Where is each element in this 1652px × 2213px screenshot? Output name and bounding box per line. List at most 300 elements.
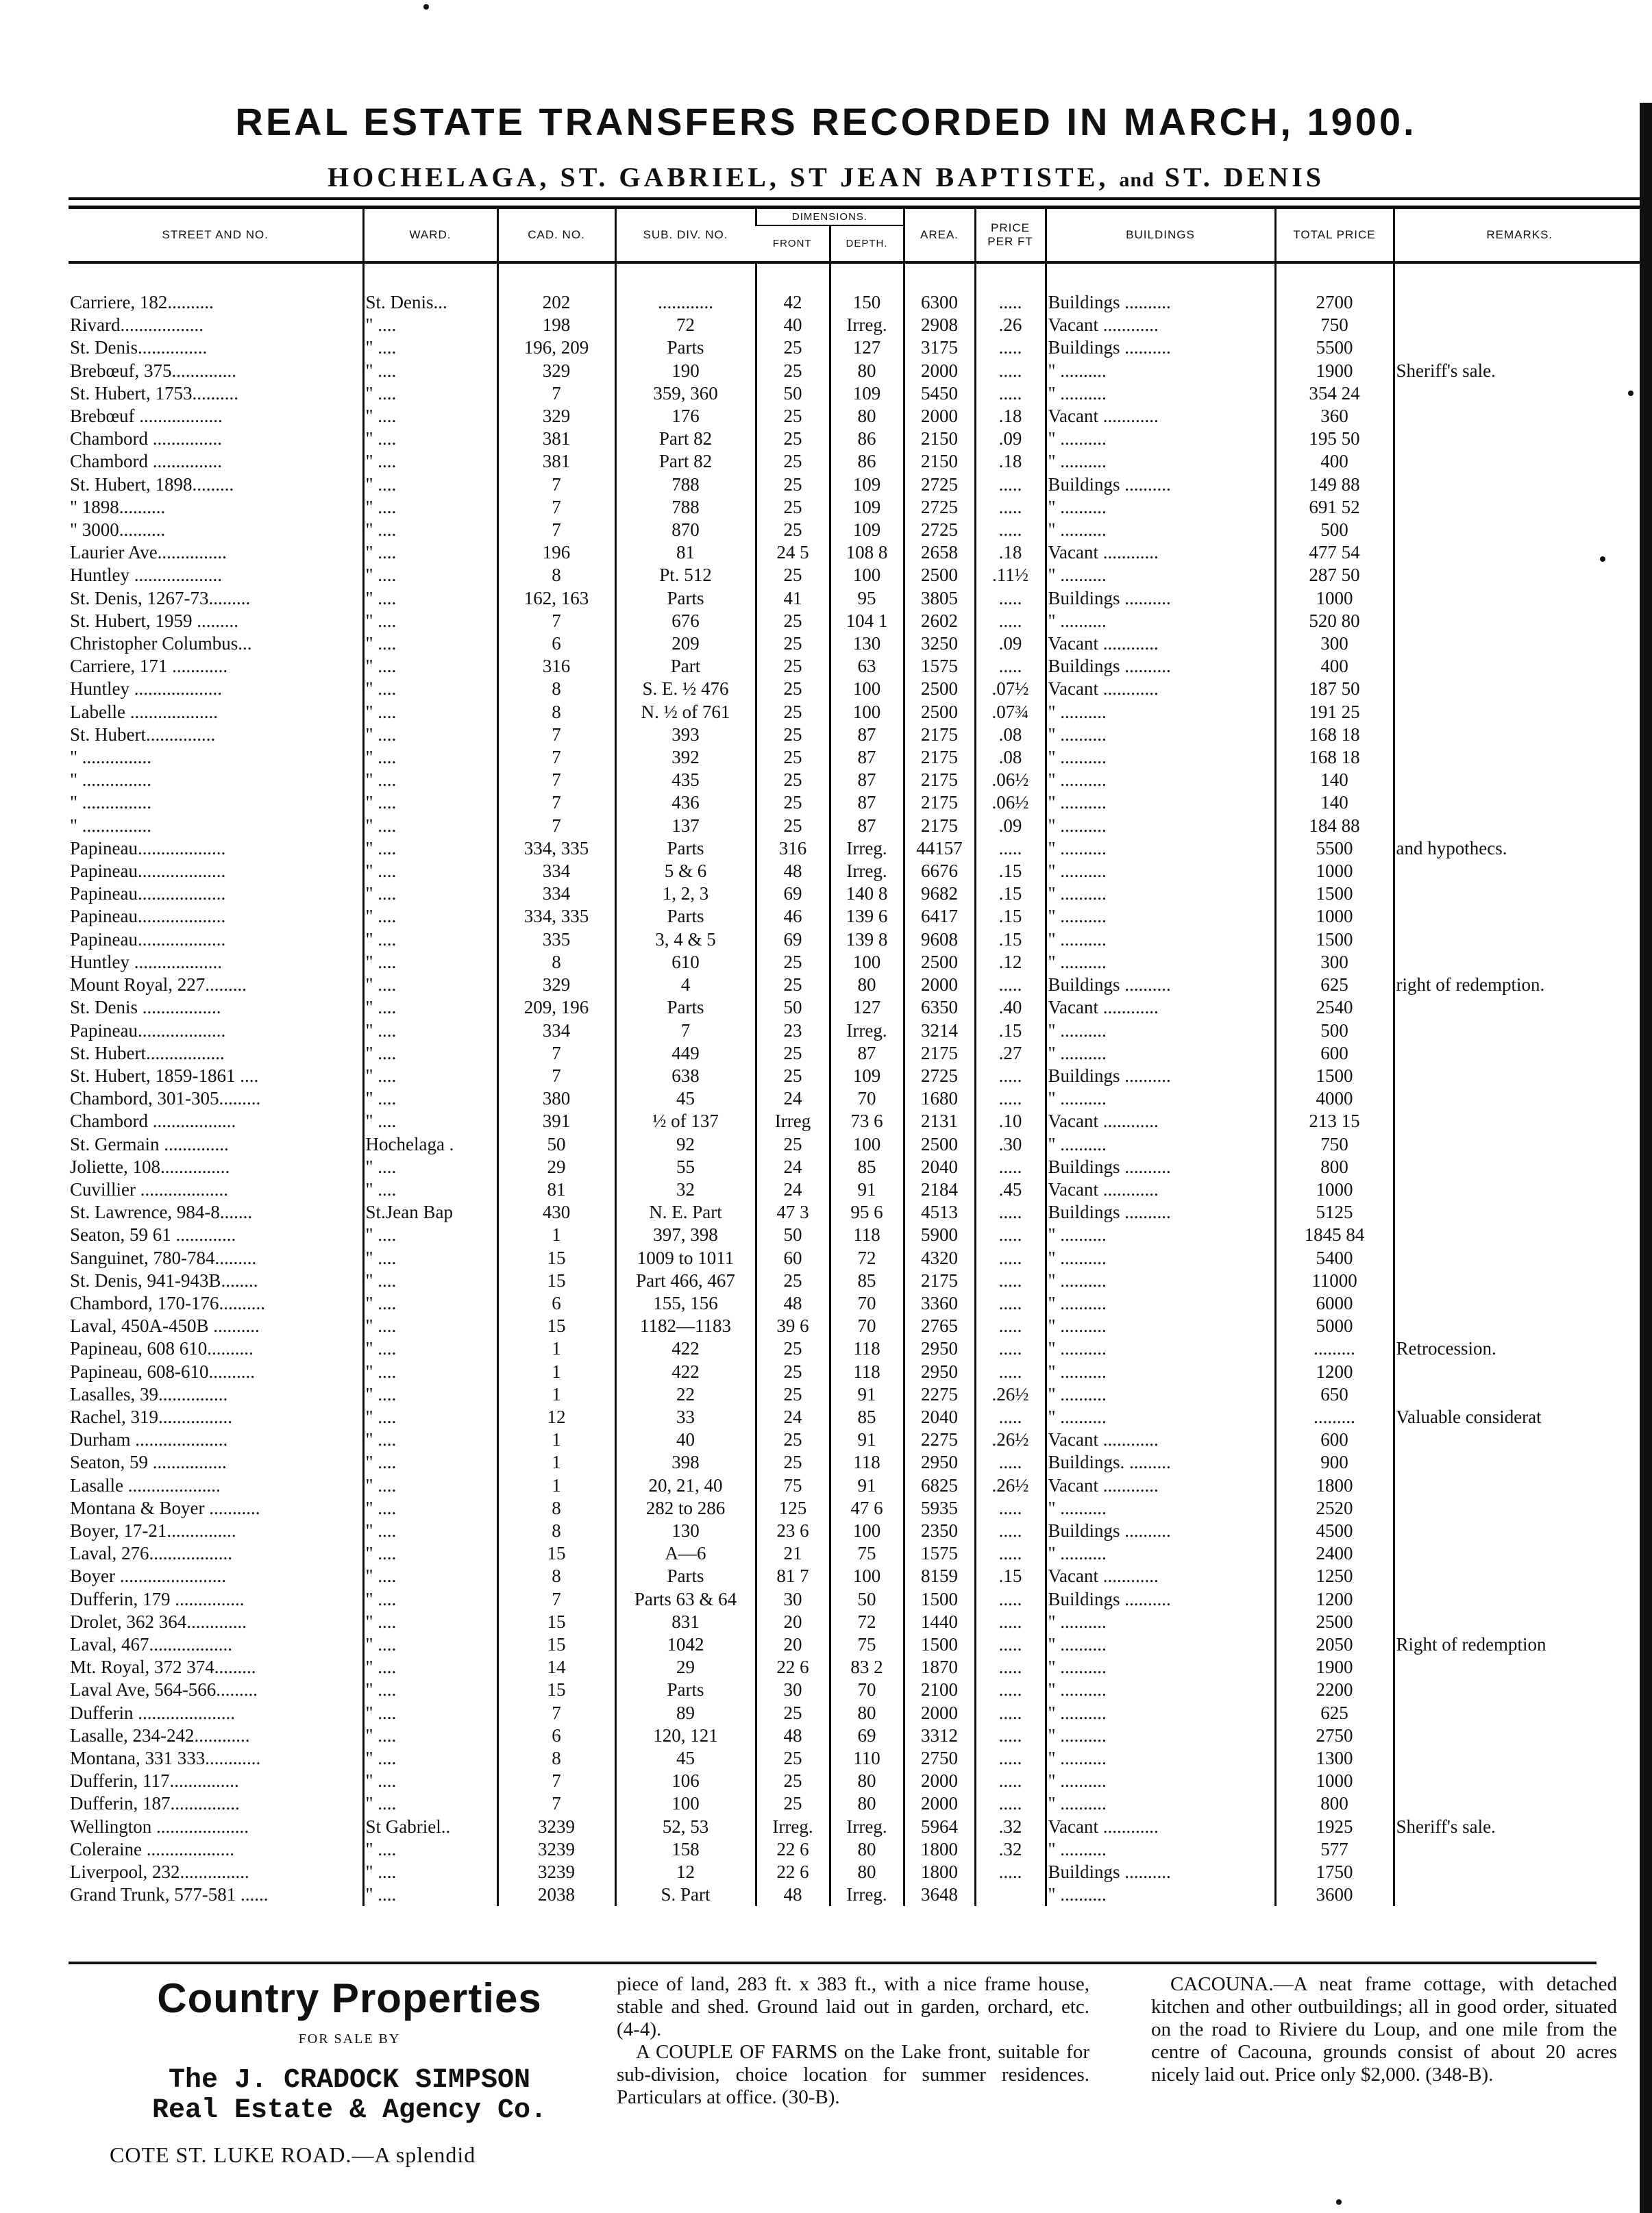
cell-price-per-ft: .15 bbox=[975, 1565, 1046, 1587]
cell-cad-no: 7 bbox=[497, 724, 615, 746]
cell-remarks bbox=[1394, 1542, 1644, 1565]
cell-street: Boyer, 17-21............... bbox=[70, 1520, 236, 1541]
cell-area: 2725 bbox=[904, 519, 975, 541]
cell-street: St. Denis............... bbox=[70, 337, 208, 358]
cell-depth: 85 bbox=[830, 1270, 904, 1292]
cell-cad-no: 7 bbox=[497, 746, 615, 769]
cell-street: Wellington .................... bbox=[70, 1816, 249, 1837]
cell-cad-no: 2038 bbox=[497, 1883, 615, 1906]
cell-price-per-ft: ..... bbox=[975, 1270, 1046, 1292]
cell-sub-div: 33 bbox=[615, 1406, 756, 1429]
country-properties-title: Country Properties bbox=[157, 1975, 542, 2021]
cell-cad-no: 7 bbox=[497, 1042, 615, 1065]
cell-sub-div: 45 bbox=[615, 1087, 756, 1110]
cell-remarks bbox=[1394, 1429, 1644, 1451]
cell-sub-div: 158 bbox=[615, 1838, 756, 1861]
listings-column-3 bbox=[1151, 1973, 1617, 2086]
cell-front: 25 bbox=[756, 1702, 830, 1724]
cell-depth: 85 bbox=[830, 1406, 904, 1429]
cell-cad-no: 8 bbox=[497, 1497, 615, 1520]
cell-cad-no: 7 bbox=[497, 496, 615, 519]
cell-ward: St.Jean Bap bbox=[363, 1201, 497, 1224]
cell-buildings: " .......... bbox=[1046, 1383, 1275, 1406]
cell-sub-div: 397, 398 bbox=[615, 1224, 756, 1246]
cell-total-price: 520 80 bbox=[1275, 610, 1394, 632]
cell-cad-no: 162, 163 bbox=[497, 587, 615, 610]
cell-street: St. Denis ................. bbox=[70, 997, 221, 1018]
cell-front: 48 bbox=[756, 1292, 830, 1315]
cell-sub-div: 40 bbox=[615, 1429, 756, 1451]
cell-street: Papineau................... bbox=[70, 928, 226, 950]
cell-ward: " .... bbox=[363, 1383, 497, 1406]
cell-ward: " .... bbox=[363, 610, 497, 632]
footer-rule bbox=[69, 1962, 1596, 1964]
cell-depth: Irreg. bbox=[830, 1816, 904, 1838]
cell-area: 5450 bbox=[904, 382, 975, 405]
table-row bbox=[69, 1724, 1644, 1747]
cell-area: 6350 bbox=[904, 996, 975, 1019]
cell-ward: " .... bbox=[363, 837, 497, 860]
cell-remarks: Valuable considerat bbox=[1394, 1406, 1644, 1429]
cell-street: " ............... bbox=[70, 792, 152, 813]
cell-cad-no: 381 bbox=[497, 450, 615, 473]
transfers-table bbox=[69, 206, 1644, 1906]
cell-street: Papineau................... bbox=[70, 861, 226, 882]
cell-street: Huntley ................... bbox=[70, 678, 222, 700]
cell-depth: 87 bbox=[830, 791, 904, 814]
cell-ward: " .... bbox=[363, 336, 497, 359]
cell-ward: " .... bbox=[363, 1520, 497, 1542]
cell-remarks bbox=[1394, 564, 1644, 586]
cell-price-per-ft: ..... bbox=[975, 336, 1046, 359]
cell-cad-no: 329 bbox=[497, 360, 615, 382]
cell-remarks bbox=[1394, 746, 1644, 769]
cell-total-price: 2520 bbox=[1275, 1497, 1394, 1520]
table-row bbox=[69, 1406, 1644, 1429]
cell-cad-no: 6 bbox=[497, 632, 615, 655]
cell-sub-div: 176 bbox=[615, 405, 756, 428]
cell-buildings: " .......... bbox=[1046, 882, 1275, 905]
table-row bbox=[69, 450, 1644, 473]
cell-ward: " .... bbox=[363, 1019, 497, 1042]
cell-buildings: " .......... bbox=[1046, 701, 1275, 724]
cell-front: 22 6 bbox=[756, 1838, 830, 1861]
cell-street: Coleraine ................... bbox=[70, 1838, 234, 1859]
cell-total-price: 5125 bbox=[1275, 1201, 1394, 1224]
cell-total-price: 184 88 bbox=[1275, 815, 1394, 837]
cell-sub-div: 72 bbox=[615, 314, 756, 336]
table-row bbox=[69, 587, 1644, 610]
cell-depth: 87 bbox=[830, 746, 904, 769]
cell-area: 2150 bbox=[904, 428, 975, 450]
cell-sub-div: 22 bbox=[615, 1383, 756, 1406]
table-row bbox=[69, 1292, 1644, 1315]
cell-depth: 73 6 bbox=[830, 1110, 904, 1133]
cell-sub-div: 1, 2, 3 bbox=[615, 882, 756, 905]
cell-ward: " .... bbox=[363, 1702, 497, 1724]
cell-ward: " .... bbox=[363, 405, 497, 428]
cell-area: 1575 bbox=[904, 1542, 975, 1565]
cell-cad-no: 381 bbox=[497, 428, 615, 450]
cell-street: Liverpool, 232............... bbox=[70, 1862, 249, 1883]
cell-remarks bbox=[1394, 860, 1644, 882]
cell-remarks bbox=[1394, 336, 1644, 359]
cell-total-price: 1900 bbox=[1275, 360, 1394, 382]
cell-area: 44157 bbox=[904, 837, 975, 860]
cell-area: 2602 bbox=[904, 610, 975, 632]
table-row bbox=[69, 1883, 1644, 1906]
table-row bbox=[69, 1065, 1644, 1087]
table-row bbox=[69, 1224, 1644, 1246]
cell-front: 25 bbox=[756, 1792, 830, 1815]
cell-buildings: " .......... bbox=[1046, 1406, 1275, 1429]
table-row bbox=[69, 678, 1644, 700]
cell-area: 2100 bbox=[904, 1679, 975, 1701]
cell-depth: 80 bbox=[830, 1770, 904, 1792]
cell-cad-no: 3239 bbox=[497, 1838, 615, 1861]
cell-buildings: " .......... bbox=[1046, 1702, 1275, 1724]
cell-area: 1870 bbox=[904, 1656, 975, 1679]
table-row bbox=[69, 1611, 1644, 1633]
cell-cad-no: 198 bbox=[497, 314, 615, 336]
cell-ward: " .... bbox=[363, 860, 497, 882]
table-row bbox=[69, 1270, 1644, 1292]
cell-street: St. Hubert, 1898......... bbox=[70, 473, 234, 495]
cell-area: 2908 bbox=[904, 314, 975, 336]
cell-total-price: 600 bbox=[1275, 1042, 1394, 1065]
cell-street: Brebœuf .................. bbox=[70, 406, 223, 427]
cell-buildings: " .......... bbox=[1046, 1883, 1275, 1906]
cell-price-per-ft: .10 bbox=[975, 1110, 1046, 1133]
cell-ward: Hochelaga . bbox=[363, 1133, 497, 1156]
cell-remarks bbox=[1394, 1087, 1644, 1110]
cell-cad-no: 1 bbox=[497, 1383, 615, 1406]
cell-buildings: Vacant ............ bbox=[1046, 1816, 1275, 1838]
cell-depth: 80 bbox=[830, 1792, 904, 1815]
cell-total-price: 300 bbox=[1275, 951, 1394, 974]
cell-ward: " .... bbox=[363, 1429, 497, 1451]
cell-buildings: " .......... bbox=[1046, 791, 1275, 814]
cell-sub-div: 120, 121 bbox=[615, 1724, 756, 1747]
cell-street: Chambord .................. bbox=[70, 1111, 236, 1132]
cell-ward: " .... bbox=[363, 724, 497, 746]
table-row bbox=[69, 1429, 1644, 1451]
cell-front: 25 bbox=[756, 1337, 830, 1360]
table-row bbox=[69, 1497, 1644, 1520]
cell-area: 6825 bbox=[904, 1474, 975, 1497]
cell-remarks bbox=[1394, 1838, 1644, 1861]
spacer-row bbox=[69, 262, 1644, 291]
cell-depth: 80 bbox=[830, 974, 904, 996]
cell-price-per-ft: ..... bbox=[975, 1747, 1046, 1770]
cell-ward: " .... bbox=[363, 996, 497, 1019]
cell-area: 1575 bbox=[904, 655, 975, 678]
header-total: TOTAL PRICE bbox=[1275, 208, 1394, 263]
subtitle-last-ward: ST. DENIS bbox=[1164, 162, 1325, 193]
cell-buildings: Buildings .......... bbox=[1046, 587, 1275, 610]
cell-sub-div: 436 bbox=[615, 791, 756, 814]
cell-street: Joliette, 108............... bbox=[70, 1156, 230, 1177]
cell-sub-div: Parts bbox=[615, 1565, 756, 1587]
cell-street: " 3000.......... bbox=[70, 519, 166, 541]
cell-cad-no: 8 bbox=[497, 1520, 615, 1542]
cell-price-per-ft: .26½ bbox=[975, 1383, 1046, 1406]
cell-front: 25 bbox=[756, 769, 830, 791]
cell-buildings: Buildings .......... bbox=[1046, 974, 1275, 996]
cell-remarks bbox=[1394, 450, 1644, 473]
ink-speck bbox=[1336, 2199, 1342, 2205]
cell-cad-no: 50 bbox=[497, 1133, 615, 1156]
cell-front: 21 bbox=[756, 1542, 830, 1565]
table-row bbox=[69, 541, 1644, 564]
cell-street: Laurier Ave............... bbox=[70, 542, 227, 563]
cell-buildings: " .......... bbox=[1046, 519, 1275, 541]
cell-buildings: Vacant ............ bbox=[1046, 314, 1275, 336]
cell-buildings: Vacant ............ bbox=[1046, 1110, 1275, 1133]
cell-street: Chambord, 301-305......... bbox=[70, 1088, 261, 1109]
cell-remarks bbox=[1394, 928, 1644, 951]
cell-front: 125 bbox=[756, 1497, 830, 1520]
cell-buildings: Buildings .......... bbox=[1046, 1588, 1275, 1611]
cell-street: Huntley ................... bbox=[70, 565, 222, 586]
table-row bbox=[69, 1861, 1644, 1883]
header-street: STREET AND NO. bbox=[69, 208, 363, 263]
cell-buildings: " .......... bbox=[1046, 1315, 1275, 1337]
cell-price-per-ft: ..... bbox=[975, 382, 1046, 405]
cell-front: 40 bbox=[756, 314, 830, 336]
cell-total-price: 500 bbox=[1275, 519, 1394, 541]
cell-price-per-ft: .06½ bbox=[975, 769, 1046, 791]
cell-area: 9608 bbox=[904, 928, 975, 951]
cell-street: Dufferin ..................... bbox=[70, 1702, 235, 1723]
header-price: PRICE PER FT bbox=[975, 208, 1046, 263]
cell-depth: 130 bbox=[830, 632, 904, 655]
cell-price-per-ft: ..... bbox=[975, 1247, 1046, 1270]
cell-depth: 86 bbox=[830, 450, 904, 473]
cell-cad-no: 15 bbox=[497, 1679, 615, 1701]
header-sub: SUB. DIV. NO. bbox=[615, 208, 756, 263]
cell-depth: 127 bbox=[830, 996, 904, 1019]
cell-remarks bbox=[1394, 1178, 1644, 1201]
cell-front: 25 bbox=[756, 473, 830, 496]
cell-cad-no: 1 bbox=[497, 1451, 615, 1474]
cell-street: Laval Ave, 564-566......... bbox=[70, 1679, 258, 1701]
cell-total-price: 800 bbox=[1275, 1156, 1394, 1178]
cell-area: 2500 bbox=[904, 1133, 975, 1156]
cell-cad-no: 8 bbox=[497, 564, 615, 586]
cell-area: 2725 bbox=[904, 496, 975, 519]
cell-buildings: " .......... bbox=[1046, 1679, 1275, 1701]
cell-buildings: " .......... bbox=[1046, 815, 1275, 837]
cell-sub-div: 3, 4 & 5 bbox=[615, 928, 756, 951]
cell-total-price: 625 bbox=[1275, 1702, 1394, 1724]
table-row bbox=[69, 291, 1644, 314]
table-row bbox=[69, 974, 1644, 996]
cell-sub-div: 137 bbox=[615, 815, 756, 837]
header-row bbox=[69, 208, 1644, 225]
cell-buildings: " .......... bbox=[1046, 1270, 1275, 1292]
cell-price-per-ft: .32 bbox=[975, 1838, 1046, 1861]
agency-name-line2: Real Estate & Agency Co. bbox=[151, 2095, 547, 2126]
table-row bbox=[69, 1110, 1644, 1133]
cell-depth: 87 bbox=[830, 1042, 904, 1065]
cell-remarks bbox=[1394, 405, 1644, 428]
cell-remarks: Right of redemption bbox=[1394, 1633, 1644, 1656]
cell-ward: " .... bbox=[363, 473, 497, 496]
cell-depth: 70 bbox=[830, 1315, 904, 1337]
cell-street: Laval, 450A-450B .......... bbox=[70, 1315, 260, 1337]
cell-front: 69 bbox=[756, 882, 830, 905]
cell-remarks bbox=[1394, 1315, 1644, 1337]
cell-depth: 80 bbox=[830, 1861, 904, 1883]
cell-depth: 87 bbox=[830, 769, 904, 791]
table-row bbox=[69, 928, 1644, 951]
table-row bbox=[69, 1702, 1644, 1724]
cell-ward: " .... bbox=[363, 1406, 497, 1429]
cell-cad-no: 15 bbox=[497, 1315, 615, 1337]
cell-remarks bbox=[1394, 632, 1644, 655]
cell-total-price: 1000 bbox=[1275, 905, 1394, 928]
cell-area: 2040 bbox=[904, 1156, 975, 1178]
cell-street: Durham .................... bbox=[70, 1429, 228, 1450]
cell-depth: Irreg. bbox=[830, 837, 904, 860]
cell-price-per-ft: ..... bbox=[975, 837, 1046, 860]
cell-area: 2000 bbox=[904, 974, 975, 996]
cell-sub-div: 32 bbox=[615, 1178, 756, 1201]
cell-sub-div: Parts bbox=[615, 587, 756, 610]
cell-front: 25 bbox=[756, 1065, 830, 1087]
cell-front: 24 bbox=[756, 1156, 830, 1178]
cell-remarks bbox=[1394, 678, 1644, 700]
table-row bbox=[69, 791, 1644, 814]
cell-area: 5935 bbox=[904, 1497, 975, 1520]
cell-buildings: Buildings .......... bbox=[1046, 1861, 1275, 1883]
cell-street: Montana & Boyer ........... bbox=[70, 1497, 260, 1518]
cell-total-price: 140 bbox=[1275, 791, 1394, 814]
cell-front: 25 bbox=[756, 360, 830, 382]
cell-front: 25 bbox=[756, 1042, 830, 1065]
cell-cad-no: 6 bbox=[497, 1292, 615, 1315]
cell-buildings: " .......... bbox=[1046, 496, 1275, 519]
cell-street: Lasalle .................... bbox=[70, 1474, 221, 1496]
cell-cad-no: 329 bbox=[497, 974, 615, 996]
cell-sub-div: 5 & 6 bbox=[615, 860, 756, 882]
cell-depth: 100 bbox=[830, 1520, 904, 1542]
cell-cad-no: 1 bbox=[497, 1337, 615, 1360]
cell-total-price: 354 24 bbox=[1275, 382, 1394, 405]
cell-depth: 110 bbox=[830, 1747, 904, 1770]
cell-total-price: 2400 bbox=[1275, 1542, 1394, 1565]
header-ward: WARD. bbox=[363, 208, 497, 263]
cell-sub-div: 155, 156 bbox=[615, 1292, 756, 1315]
cell-front: 69 bbox=[756, 928, 830, 951]
cell-price-per-ft: ..... bbox=[975, 974, 1046, 996]
cell-price-per-ft: .30 bbox=[975, 1133, 1046, 1156]
cell-sub-div: 435 bbox=[615, 769, 756, 791]
cell-depth: 47 6 bbox=[830, 1497, 904, 1520]
cell-remarks bbox=[1394, 1451, 1644, 1474]
cell-price-per-ft: .08 bbox=[975, 724, 1046, 746]
cell-total-price: 600 bbox=[1275, 1429, 1394, 1451]
cell-ward: " .... bbox=[363, 678, 497, 700]
cell-price-per-ft: .32 bbox=[975, 1816, 1046, 1838]
cell-buildings: " .......... bbox=[1046, 1133, 1275, 1156]
cell-price-per-ft: ..... bbox=[975, 1292, 1046, 1315]
header-front: FRONT bbox=[756, 225, 830, 262]
cell-front: 25 bbox=[756, 1451, 830, 1474]
cell-price-per-ft: ..... bbox=[975, 1770, 1046, 1792]
cell-ward: " .... bbox=[363, 769, 497, 791]
cell-front: 81 7 bbox=[756, 1565, 830, 1587]
cell-buildings: " .......... bbox=[1046, 724, 1275, 746]
cell-sub-div: Pt. 512 bbox=[615, 564, 756, 586]
listings-column-2 bbox=[617, 1973, 1089, 2109]
cell-depth: 70 bbox=[830, 1087, 904, 1110]
cell-depth: 69 bbox=[830, 1724, 904, 1747]
cell-remarks bbox=[1394, 655, 1644, 678]
cell-buildings: Vacant ............ bbox=[1046, 1429, 1275, 1451]
cell-price-per-ft: ..... bbox=[975, 1224, 1046, 1246]
cell-price-per-ft: .15 bbox=[975, 1019, 1046, 1042]
cell-front: 25 bbox=[756, 815, 830, 837]
cell-total-price: 3600 bbox=[1275, 1883, 1394, 1906]
cell-remarks bbox=[1394, 1565, 1644, 1587]
cell-depth: 70 bbox=[830, 1292, 904, 1315]
cell-remarks: and hypothecs. bbox=[1394, 837, 1644, 860]
table-row bbox=[69, 815, 1644, 837]
cell-depth: 109 bbox=[830, 382, 904, 405]
subtitle-wards: HOCHELAGA, ST. GABRIEL, ST JEAN BAPTISTE, bbox=[327, 162, 1109, 193]
cell-ward: " .... bbox=[363, 587, 497, 610]
cell-cad-no: 7 bbox=[497, 1770, 615, 1792]
cell-area: 2500 bbox=[904, 678, 975, 700]
cell-ward: " .... bbox=[363, 1588, 497, 1611]
cell-depth: 72 bbox=[830, 1611, 904, 1633]
cell-ward: " .... bbox=[363, 1042, 497, 1065]
cell-buildings: " .......... bbox=[1046, 1087, 1275, 1110]
cell-street: St. Hubert............... bbox=[70, 724, 216, 745]
table-row bbox=[69, 496, 1644, 519]
cell-cad-no: 8 bbox=[497, 1747, 615, 1770]
cell-total-price: 1000 bbox=[1275, 1770, 1394, 1792]
cell-total-price: 287 50 bbox=[1275, 564, 1394, 586]
cell-depth: 83 2 bbox=[830, 1656, 904, 1679]
cell-remarks bbox=[1394, 291, 1644, 314]
cell-ward: " .... bbox=[363, 1247, 497, 1270]
cell-front: 75 bbox=[756, 1474, 830, 1497]
cell-price-per-ft: ..... bbox=[975, 1588, 1046, 1611]
cell-cad-no: 7 bbox=[497, 1065, 615, 1087]
cell-ward: " .... bbox=[363, 1838, 497, 1861]
cell-sub-div: 1009 to 1011 bbox=[615, 1247, 756, 1270]
cell-cad-no: 196, 209 bbox=[497, 336, 615, 359]
table-row bbox=[69, 1633, 1644, 1656]
ink-speck bbox=[423, 4, 429, 10]
cell-remarks bbox=[1394, 1065, 1644, 1087]
cell-total-price: 4500 bbox=[1275, 1520, 1394, 1542]
cell-area: 2950 bbox=[904, 1361, 975, 1383]
table-row bbox=[69, 428, 1644, 450]
cell-ward: " .... bbox=[363, 791, 497, 814]
cell-depth: 80 bbox=[830, 360, 904, 382]
cell-sub-div: 52, 53 bbox=[615, 1816, 756, 1838]
cell-total-price: 168 18 bbox=[1275, 724, 1394, 746]
cell-price-per-ft: ..... bbox=[975, 1861, 1046, 1883]
cacouna-listing: CACOUNA.—A neat frame cottage, with detached kitchen and other outbuildings; all in good order, situated on the road to Riviere du Loup, and one mile from the centre of Cacouna, grounds consist of about 20 acres nicely laid out. Price only $2,000. (348-B). bbox=[1151, 1973, 1617, 2086]
cell-buildings: " .......... bbox=[1046, 1792, 1275, 1815]
table-row bbox=[69, 1520, 1644, 1542]
cell-cad-no: 334 bbox=[497, 860, 615, 882]
